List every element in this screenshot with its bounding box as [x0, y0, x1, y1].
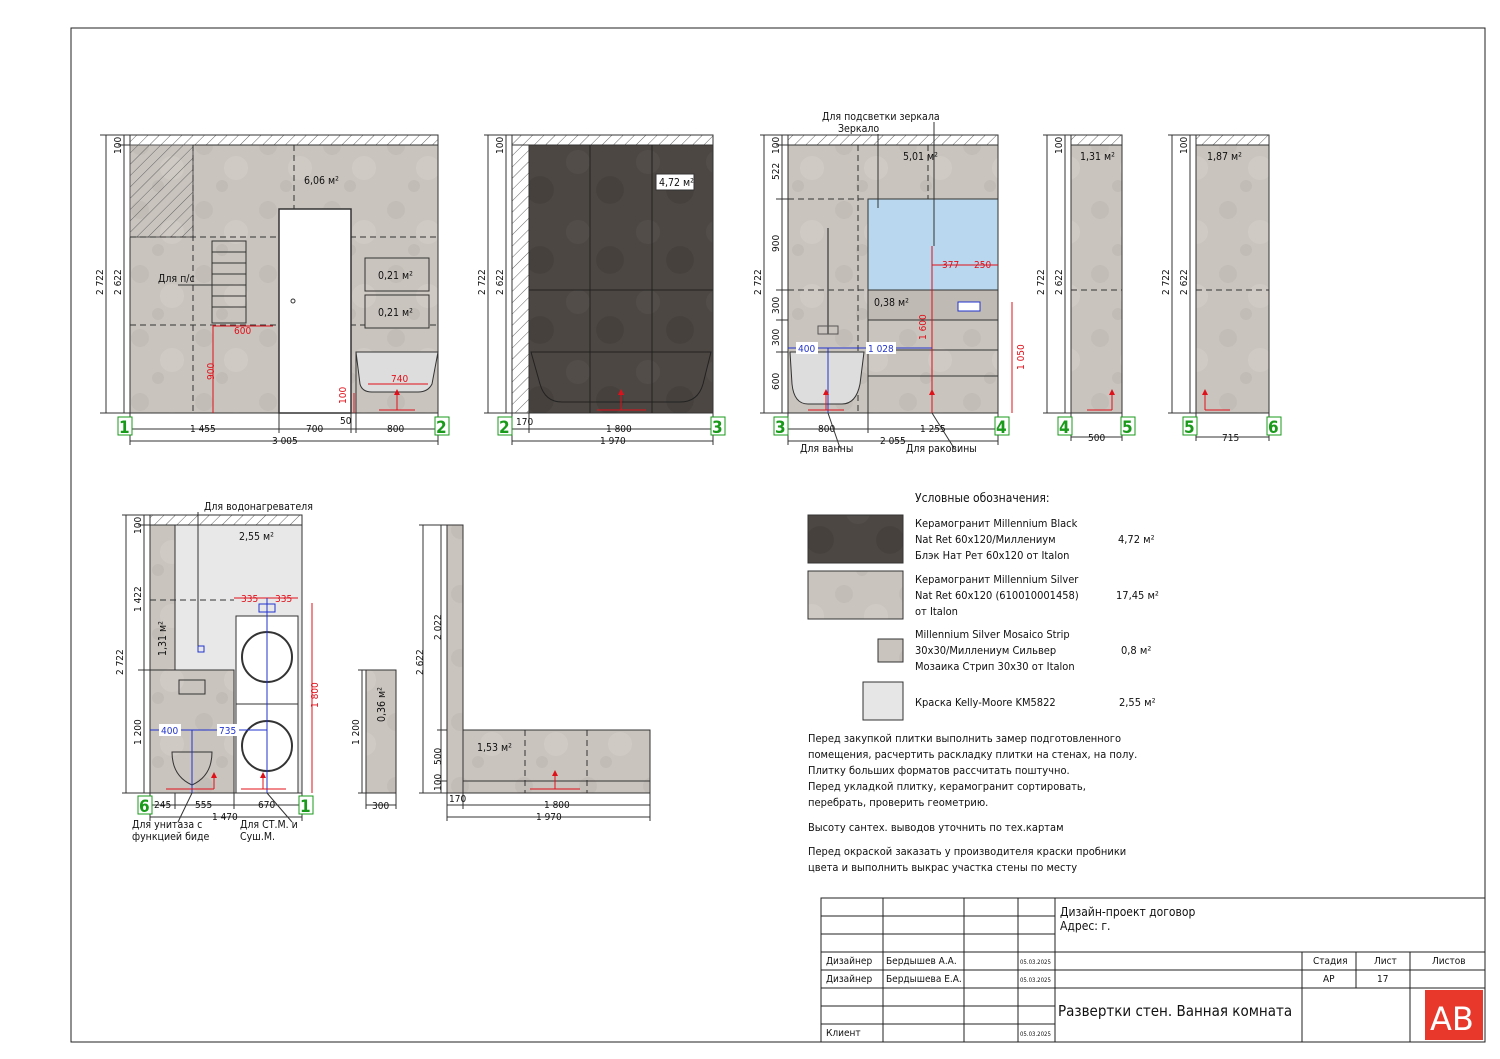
legend-item-3-line-1: Millennium Silver Mosaico Strip [915, 628, 1070, 641]
wall-tag-3: 3 [712, 418, 723, 438]
label-ps: Для п/с [158, 273, 195, 285]
dim-left-2722: 2 722 [95, 269, 106, 295]
area-small-label: 0,38 м² [874, 297, 909, 309]
legend-item-2-line-1: Керамогранит Millennium Silver [915, 573, 1079, 586]
dim-left-300-b: 300 [771, 328, 782, 346]
elevation-3-4 [753, 111, 1027, 455]
studio-logo: АВ [1430, 1000, 1474, 1038]
wall-tag-3: 3 [775, 418, 786, 438]
label-mirror: Зеркало [838, 123, 880, 135]
socket [958, 302, 980, 311]
label-wm-line-1: Для СТ.М. и [240, 819, 298, 831]
stage-value: АР [1323, 974, 1335, 985]
dim-left-600: 600 [771, 372, 782, 390]
row-1-name: Бердышев А.А. [886, 956, 957, 967]
legend-title: Условные обозначения: [915, 491, 1050, 505]
dim-left-2622: 2 622 [113, 269, 124, 295]
dim-total-1470: 1 470 [212, 812, 238, 823]
note-line-2: помещения, расчертить раскладку плитки на стенах, на полу. [808, 748, 1138, 761]
dim-left-2622: 2 622 [415, 649, 426, 675]
wall-tag-1: 1 [119, 418, 130, 438]
label-heater: Для водонагревателя [204, 501, 313, 513]
swatch-black [808, 515, 903, 563]
legend-item-4-line-1: Краска Kelly-Moore KM5822 [915, 696, 1056, 709]
area-label: 0,36 м² [376, 687, 388, 722]
dim-left-2722: 2 722 [115, 649, 126, 675]
red-dim-100: 100 [338, 386, 349, 404]
note-line-8: цвета и выполнить выкрас участка стены по месту [808, 861, 1078, 874]
legend-item-1-line-2: Nat Ret 60x120/Миллениум [915, 533, 1056, 546]
red-dim-600: 600 [234, 326, 252, 337]
row-2-date: 05.03.2025 [1020, 977, 1051, 984]
label-mirror-light: Для подсветки зеркала [822, 111, 940, 123]
legend [808, 491, 1159, 720]
row-3-date: 05.03.2025 [1020, 1031, 1051, 1038]
notes [808, 732, 1137, 874]
elevation-5-6 [1161, 135, 1281, 444]
area-label: 1,87 м² [1207, 151, 1242, 163]
row-2-name: Бердышева Е.А. [886, 974, 962, 985]
dim-left-2022: 2 022 [433, 614, 444, 640]
dim-bottom-1455: 1 455 [190, 424, 216, 435]
project-name: Дизайн-проект договор [1060, 905, 1196, 919]
red-dim-335-a: 335 [241, 594, 259, 605]
dim-left-2722: 2 722 [753, 269, 764, 295]
area-label: 1,31 м² [1080, 151, 1115, 163]
dim-left-500: 500 [433, 747, 444, 765]
red-dim-1600: 1 600 [918, 314, 929, 340]
elevation-6-1 [115, 501, 321, 843]
dim-left-2722: 2 722 [1036, 269, 1047, 295]
row-2-role: Дизайнер [826, 974, 873, 985]
wall-tag-4: 4 [996, 418, 1007, 438]
legend-item-2-line-2: Nat Ret 60x120 (610010001458) [915, 589, 1079, 602]
red-dim-1050: 1 050 [1016, 344, 1027, 370]
row-1-date: 05.03.2025 [1020, 959, 1051, 966]
label-wc-line-2: функцией биде [132, 831, 210, 843]
blue-dim-400: 400 [161, 726, 179, 737]
elevation-small-panel [351, 670, 396, 812]
dim-bottom-245: 245 [154, 800, 172, 811]
dim-bottom-170: 170 [449, 794, 467, 805]
red-dim-250: 250 [974, 260, 992, 271]
dim-bottom-170: 170 [516, 417, 534, 428]
ceiling-hatch [130, 135, 438, 145]
label-wm-line-2: Суш.М. [240, 831, 275, 843]
label-bath: Для ванны [800, 443, 854, 455]
sheet-value: 17 [1377, 974, 1389, 985]
sheet-title: Развертки стен. Ванная комната [1058, 1002, 1293, 1020]
niche-area-2: 0,21 м² [378, 307, 413, 319]
area-label: 6,06 м² [304, 175, 339, 187]
dim-bottom-700: 700 [306, 424, 324, 435]
dim-left-100: 100 [495, 136, 506, 154]
dim-left-2622: 2 622 [495, 269, 506, 295]
dim-left-300-a: 300 [771, 296, 782, 314]
dim-bottom-1800: 1 800 [606, 424, 632, 435]
area-label: 2,55 м² [239, 531, 274, 543]
legend-item-2-line-3: от Italon [915, 605, 958, 618]
dim-bottom-1255: 1 255 [920, 424, 946, 435]
dim-bottom-670: 670 [258, 800, 276, 811]
note-line-6: Высоту сантех. выводов уточнить по тех.картам [808, 821, 1064, 834]
area-label: 4,72 м² [659, 177, 694, 189]
dim-bottom-50: 50 [340, 416, 352, 427]
note-line-1: Перед закупкой плитки выполнить замер подготовленного [808, 732, 1122, 745]
dim-left-2622: 2 622 [1179, 269, 1190, 295]
area-label: 5,01 м² [903, 151, 938, 163]
elevation-1-2 [95, 135, 449, 447]
dim-left-2722: 2 722 [1161, 269, 1172, 295]
elevation-4-5 [1036, 135, 1135, 444]
wall-tag-2: 2 [436, 418, 447, 438]
wall-tag-4: 4 [1059, 418, 1070, 438]
red-dim-900: 900 [206, 362, 217, 380]
header-stage: Стадия [1313, 956, 1348, 967]
project-address: Адрес: г. [1060, 919, 1111, 933]
dim-total-1970: 1 970 [600, 436, 626, 447]
row-1-role: Дизайнер [826, 956, 873, 967]
legend-item-1-line-3: Блэк Нат Рет 60x120 от Italon [915, 549, 1070, 562]
wall-tag-6: 6 [1268, 418, 1279, 438]
bathtub-profile-3 [790, 352, 864, 404]
red-dim-1800: 1 800 [310, 682, 321, 708]
blue-dim-1028: 1 028 [868, 344, 894, 355]
row-3-role: Клиент [826, 1028, 861, 1039]
note-line-5: перебрать, проверить геометрию. [808, 796, 989, 809]
dim-bottom-800: 800 [387, 424, 405, 435]
wall-tag-6: 6 [139, 797, 150, 817]
wall-tag-2: 2 [499, 418, 510, 438]
legend-item-2-area: 17,45 м² [1116, 589, 1159, 602]
dim-left-1200: 1 200 [351, 719, 362, 745]
dim-left-100: 100 [1054, 136, 1065, 154]
dim-left-1200: 1 200 [133, 719, 144, 745]
red-dim-740: 740 [391, 374, 409, 385]
note-line-7: Перед окраской заказать у производителя краски пробники [808, 845, 1127, 858]
legend-item-3-line-3: Мозаика Стрип 30x30 от Italon [915, 660, 1075, 673]
elevation-l-shape [415, 525, 650, 823]
dim-left-1422: 1 422 [133, 586, 144, 612]
note-line-3: Плитку больших форматов рассчитать поштучно. [808, 764, 1070, 777]
bathtub-profile [356, 352, 438, 392]
dim-bottom-300: 300 [372, 801, 390, 812]
area-label: 1,53 м² [477, 742, 512, 754]
niche-area-1: 0,21 м² [378, 270, 413, 282]
red-dim-335-b: 335 [275, 594, 293, 605]
elevation-2-3 [477, 135, 725, 447]
swatch-mosaic [878, 639, 903, 662]
side-wall-hatch [512, 145, 529, 413]
dim-left-900: 900 [771, 234, 782, 252]
legend-item-3-area: 0,8 м² [1121, 644, 1152, 657]
label-wc-line-1: Для унитаза с [132, 819, 203, 831]
swatch-silver [808, 571, 903, 619]
dim-bottom-1800: 1 800 [544, 800, 570, 811]
dim-left-100: 100 [133, 516, 144, 534]
door [279, 209, 351, 413]
dim-left-2722: 2 722 [477, 269, 488, 295]
header-sheet: Лист [1374, 956, 1397, 967]
dim-left-100: 100 [433, 773, 444, 791]
note-line-4: Перед укладкой плитку, керамогранит сортировать, [808, 780, 1086, 793]
dim-total-2055: 2 055 [880, 436, 906, 447]
dim-bottom-500: 500 [1088, 433, 1106, 444]
swatch-paint [863, 682, 903, 720]
wall-tag-1: 1 [300, 797, 311, 817]
dim-bottom-555: 555 [195, 800, 213, 811]
mirror [868, 199, 998, 290]
dim-total-1970: 1 970 [536, 812, 562, 823]
dim-left-100: 100 [1179, 136, 1190, 154]
dim-left-100: 100 [771, 136, 782, 154]
title-block [821, 898, 1485, 1042]
dim-total-3005: 3 005 [272, 436, 298, 447]
label-sink: Для раковины [906, 443, 977, 455]
dim-left-2622: 2 622 [1054, 269, 1065, 295]
blue-dim-400: 400 [798, 344, 816, 355]
dim-left-522: 522 [771, 162, 782, 180]
legend-item-1-line-1: Керамогранит Millennium Black [915, 517, 1078, 530]
wall-tag-5: 5 [1184, 418, 1195, 438]
dim-bottom-800: 800 [818, 424, 836, 435]
legend-item-4-area: 2,55 м² [1119, 696, 1156, 709]
blue-dim-735: 735 [219, 726, 237, 737]
area-side-label: 1,31 м² [157, 621, 169, 656]
red-dim-377: 377 [942, 260, 960, 271]
wall-tag-5: 5 [1122, 418, 1133, 438]
legend-item-3-line-2: 30x30/Миллениум Сильвер [915, 644, 1057, 657]
mosaic-hatch-zone [130, 145, 193, 237]
dim-bottom-715: 715 [1222, 433, 1240, 444]
dim-left-100: 100 [113, 136, 124, 154]
legend-item-1-area: 4,72 м² [1118, 533, 1155, 546]
header-sheets: Листов [1432, 956, 1466, 967]
